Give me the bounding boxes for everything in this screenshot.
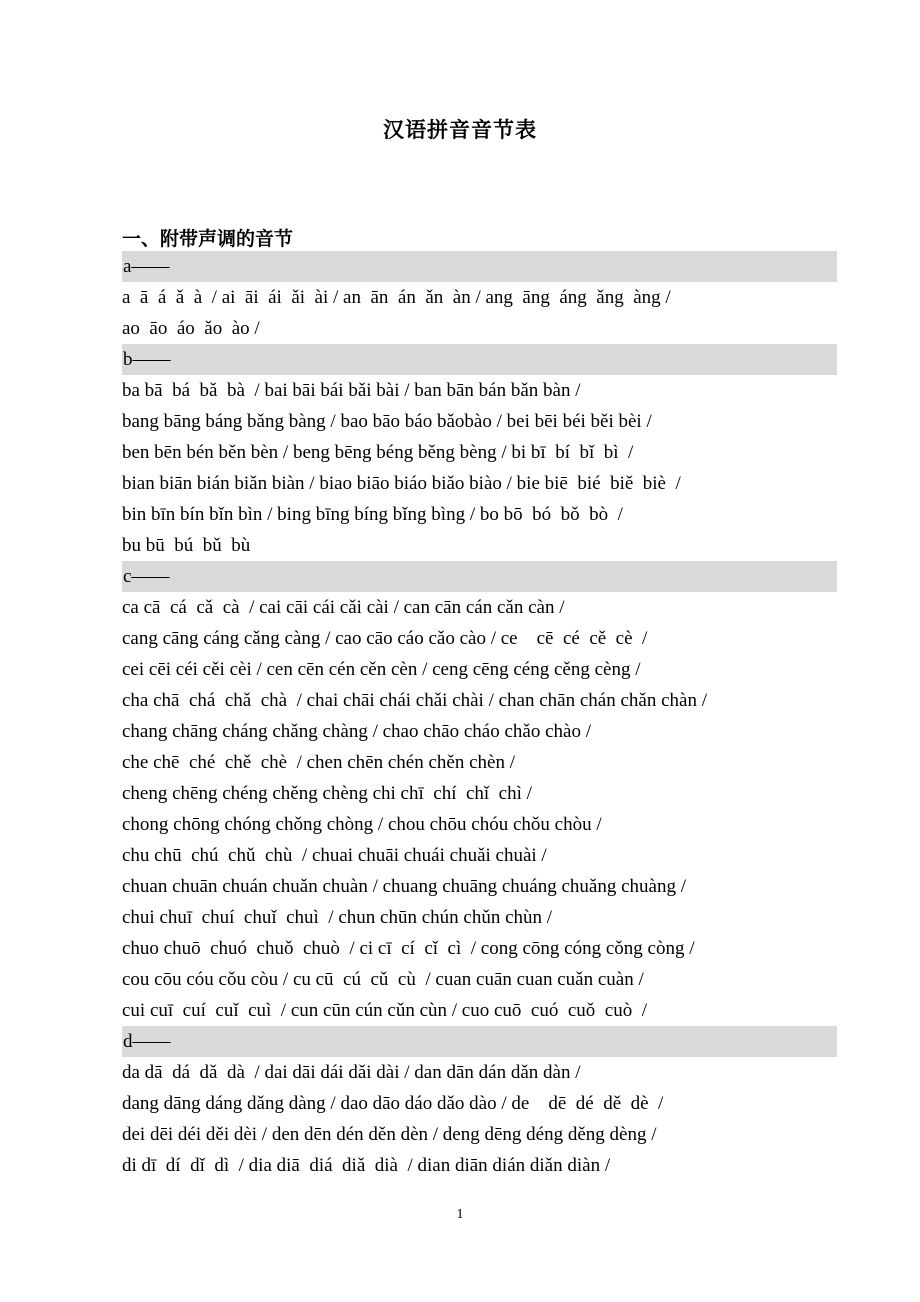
group-header: c——: [122, 561, 837, 592]
syllable-line: da dā dá dǎ dà / dai dāi dái dǎi dài / dan dān dán dǎn dàn /: [122, 1062, 581, 1083]
syllable-line: ao āo áo ǎo ào /: [122, 318, 260, 339]
group-header: b——: [122, 344, 837, 375]
syllable-line: a ā á ǎ à / ai āi ái ǎi ài / an ān án ǎn àn / ang āng áng ǎng àng /: [122, 287, 671, 308]
syllable-line: di dī dí dǐ dì / dia diā diá diǎ dià / dian diān dián diǎn diàn /: [122, 1155, 611, 1176]
syllable-line: cha chā chá chǎ chà / chai chāi chái chǎi chài / chan chān chán chǎn chàn /: [122, 690, 707, 711]
syllable-line: chang chāng cháng chǎng chàng / chao chāo cháo chǎo chào /: [122, 721, 591, 742]
syllable-content: [122, 251, 842, 1181]
syllable-line: ben bēn bén běn bèn / beng bēng béng běng bèng / bi bī bí bǐ bì /: [122, 442, 634, 463]
page-number: 1: [456, 1207, 464, 1222]
syllable-line: chong chōng chóng chǒng chòng / chou chōu chóu chǒu chòu /: [122, 814, 602, 835]
syllable-line: chu chū chú chǔ chù / chuai chuāi chuái chuǎi chuài /: [122, 845, 547, 866]
page-title: 汉语拼音音节表: [383, 118, 537, 142]
syllable-line: chui chuī chuí chuǐ chuì / chun chūn chún chǔn chùn /: [122, 907, 553, 928]
group-header: a——: [122, 251, 837, 282]
syllable-line: bang bāng báng bǎng bàng / bao bāo báo bǎobào / bei bēi béi běi bèi /: [122, 411, 652, 432]
syllable-line: cou cōu cóu cǒu còu / cu cū cú cǔ cù / cuan cuān cuan cuǎn cuàn /: [122, 969, 644, 990]
syllable-line: bian biān bián biǎn biàn / biao biāo biáo biǎo biào / bie biē bié biě biè /: [122, 473, 681, 494]
syllable-line: bin bīn bín bǐn bìn / bing bīng bíng bǐng bìng / bo bō bó bǒ bò /: [122, 504, 623, 525]
syllable-line: ba bā bá bǎ bà / bai bāi bái bǎi bài / ban bān bán bǎn bàn /: [122, 380, 581, 401]
group-header: d——: [122, 1026, 837, 1057]
syllable-line: che chē ché chě chè / chen chēn chén chěn chèn /: [122, 752, 515, 773]
syllable-line: dang dāng dáng dǎng dàng / dao dāo dáo dǎo dào / de dē dé dě dè /: [122, 1093, 664, 1114]
syllable-line: cui cuī cuí cuǐ cuì / cun cūn cún cǔn cùn / cuo cuō cuó cuǒ cuò /: [122, 1000, 647, 1021]
syllable-line: chuo chuō chuó chuǒ chuò / ci cī cí cǐ cì / cong cōng cóng cǒng còng /: [122, 938, 695, 959]
section-title: 一、附带声调的音节: [122, 228, 294, 250]
syllable-line: cang cāng cáng cǎng càng / cao cāo cáo cǎo cào / ce cē cé cě cè /: [122, 628, 648, 649]
syllable-line: chuan chuān chuán chuǎn chuàn / chuang chuāng chuáng chuǎng chuàng /: [122, 876, 686, 897]
syllable-line: ca cā cá cǎ cà / cai cāi cái cǎi cài / can cān cán cǎn càn /: [122, 597, 565, 618]
syllable-line: dei dēi déi děi dèi / den dēn dén děn dèn / deng dēng déng děng dèng /: [122, 1124, 657, 1145]
syllable-line: cei cēi céi cěi cèi / cen cēn cén cěn cèn / ceng cēng céng cěng cèng /: [122, 659, 641, 680]
syllable-line: bu bū bú bǔ bù: [122, 535, 251, 556]
syllable-line: cheng chēng chéng chěng chèng chi chī chí chǐ chì /: [122, 783, 532, 804]
